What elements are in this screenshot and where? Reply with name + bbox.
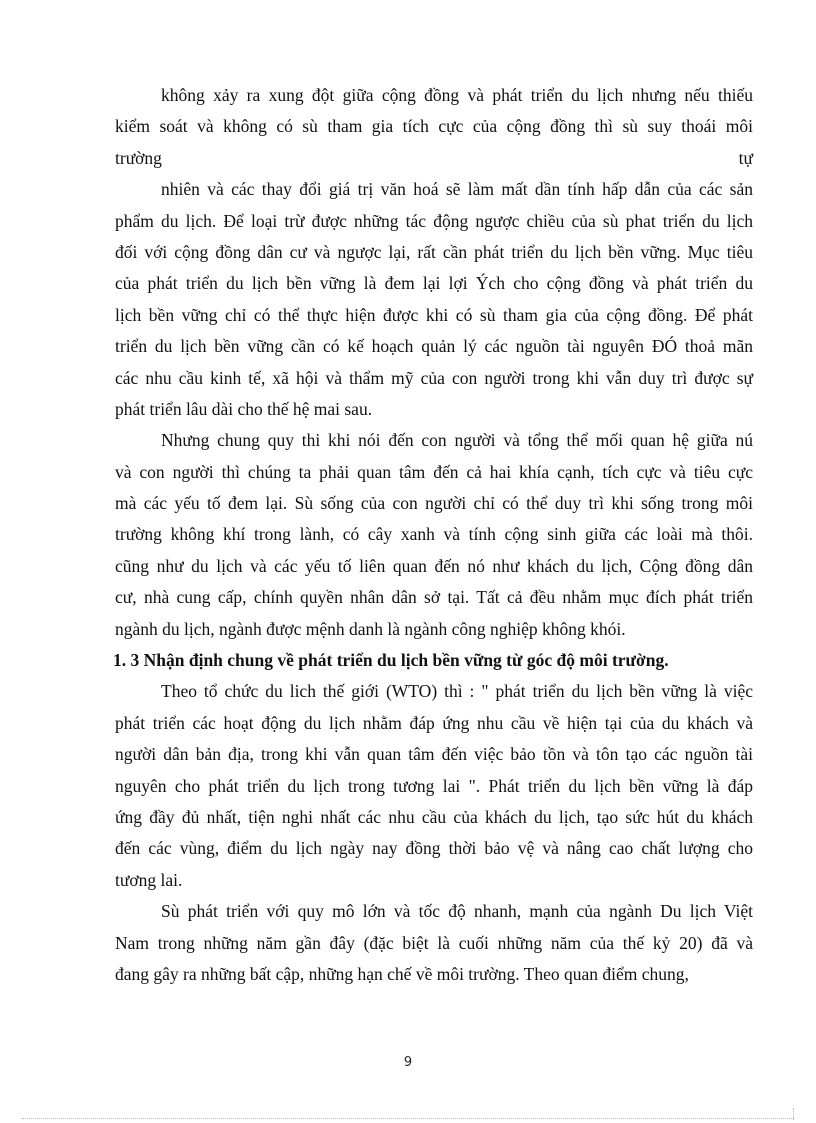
paragraph-line: lịch bền vững chỉ có thể thực hiện được khi có sù tham gia của cộng đồng. Để phát bbox=[115, 304, 753, 325]
paragraph-line: Sù phát triển với quy mô lớn và tốc độ nhanh, mạnh của ngành Du lịch Việt bbox=[161, 901, 753, 922]
paragraph-line: phát triển lâu dài cho thế hệ mai sau. bbox=[115, 398, 373, 419]
page-bottom-border bbox=[22, 1118, 794, 1119]
paragraph-line: đối với cộng đồng dân cư và ngược lại, rất cần phát triển du lịch bền vững. Mục tiêu bbox=[115, 241, 753, 262]
paragraph-line: mà các yếu tố đem lại. Sù sống của con người chỉ có thể duy trì khi sống trong môi bbox=[115, 493, 753, 514]
paragraph-line: tương lai. bbox=[115, 869, 183, 890]
paragraph-line: kiểm soát và không có sù tham gia tích cực của cộng đồng thì sù suy thoái môi bbox=[115, 116, 753, 137]
paragraph-line: ngành du lịch, ngành được mệnh danh là ngành công nghiệp không khói. bbox=[115, 618, 626, 639]
paragraph-line: ứng đầy đủ nhất, tiện nghi nhất các nhu cầu của khách du lịch, tạo sức hút du khách bbox=[115, 806, 753, 827]
split-line-left: trường bbox=[115, 147, 162, 168]
paragraph-line: phát triển các hoạt động du lịch nhằm đáp ứng nhu cầu về hiện tại của du khách và bbox=[115, 712, 753, 733]
paragraph-line: người dân bản địa, trong khi vẫn quan tâm đến việc bảo tồn và tôn tạo các nguồn tài bbox=[115, 744, 753, 765]
split-line-right: tự bbox=[738, 147, 753, 168]
paragraph-line: phẩm du lịch. Để loại trừ được những tác động ngược chiều của sù phat triển du lịch bbox=[115, 210, 753, 231]
paragraph-line: Theo tổ chức du lich thế giới (WTO) thì : " phát triển du lịch bền vững là việc bbox=[161, 681, 753, 702]
paragraph-line: và con người thì chúng ta phải quan tâm đến cả hai khía cạnh, tích cực và tiêu cực bbox=[115, 461, 753, 482]
paragraph-line-split bbox=[115, 143, 753, 174]
paragraph-line: đến các vùng, điểm du lịch ngày nay đồng thời bảo vệ và nâng cao chất lượng cho bbox=[115, 838, 753, 859]
paragraph-line: Nam trong những năm gần đây (đặc biệt là cuối những năm của thế kỷ 20) đã và bbox=[115, 932, 753, 953]
paragraph-line: của phát triển du lịch bền vững là đem lại lợi Ých cho cộng đồng và phát triển du bbox=[115, 273, 753, 294]
paragraph-line: cư, nhà cung cấp, chính quyền nhân dân sở tại. Tất cả đều nhằm mục đích phát triển bbox=[115, 587, 753, 608]
paragraph-line: không xảy ra xung đột giữa cộng đồng và phát triển du lịch nhưng nếu thiếu bbox=[161, 85, 753, 105]
page-corner-border bbox=[793, 1108, 794, 1120]
paragraph-line: các nhu cầu kinh tế, xã hội và thẩm mỹ của con người trong khi vẫn duy trì được sự bbox=[115, 367, 753, 388]
paragraph-line: triển du lịch bền vững cần có kế hoạch quản lý các nguồn tài nguyên ĐÓ thoả mãn bbox=[115, 336, 753, 357]
paragraph-line: nguyên cho phát triển du lịch trong tương lai ". Phát triển du lịch bền vững là đáp bbox=[115, 775, 753, 796]
page-number: 9 bbox=[403, 1055, 413, 1070]
document-body bbox=[115, 80, 753, 990]
paragraph-line: cũng như du lịch và các yếu tố liên quan đến nó như khách du lịch, Cộng đồng dân bbox=[115, 555, 753, 576]
paragraph-line: Nhưng chung quy thi khi nói đến con người và tổng thể mối quan hệ giữa nú bbox=[161, 430, 753, 451]
paragraph-line: đang gây ra những bất cập, những hạn chế về môi trường. Theo quan điểm chung, bbox=[115, 963, 689, 984]
section-heading: 1. 3 Nhận định chung về phát triển du lịch bền vững từ góc độ môi trường. bbox=[113, 650, 669, 671]
paragraph-line: trường không khí trong lành, có cây xanh và tính cộng sinh giữa các loài mà thôi. bbox=[115, 524, 753, 545]
paragraph-line: nhiên và các thay đổi giá trị văn hoá sẽ làm mất dần tính hấp dẫn của các sản bbox=[161, 179, 753, 200]
